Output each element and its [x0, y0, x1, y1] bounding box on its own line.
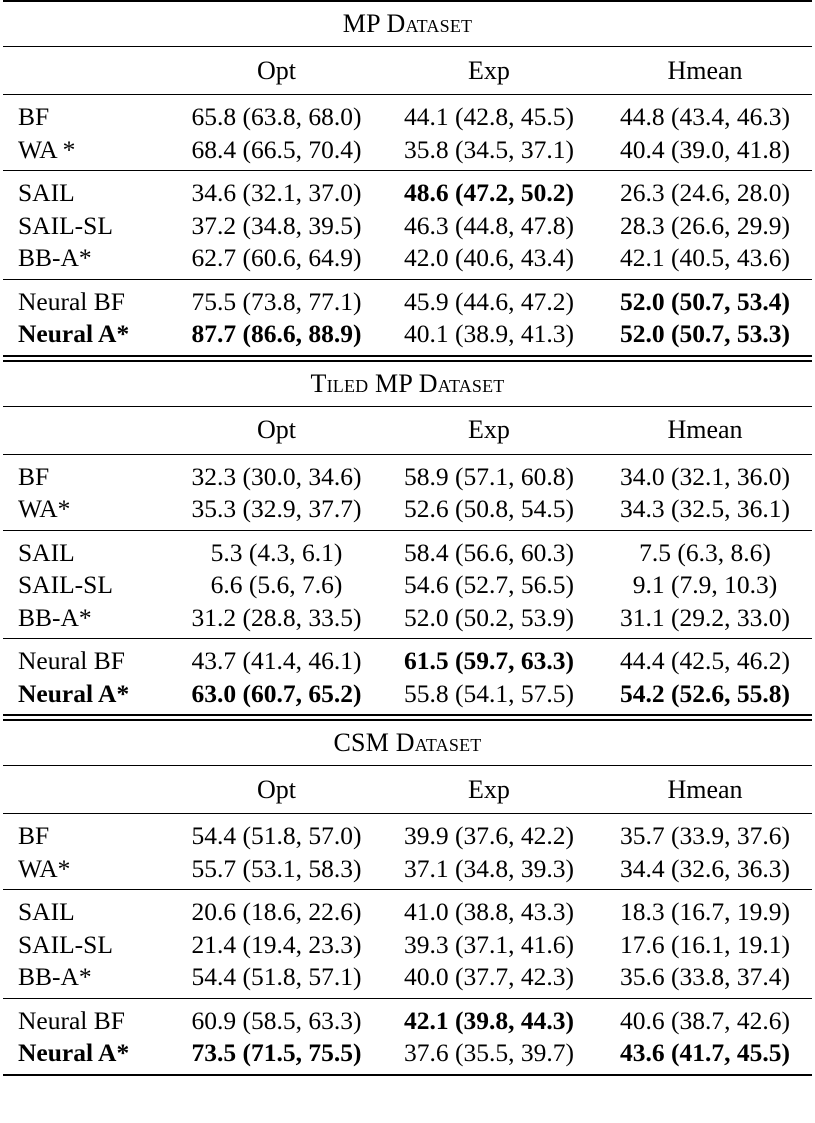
opt-cell: 65.8 (63.8, 68.0) [191, 102, 362, 132]
table-row [0, 961, 815, 994]
table-section [0, 355, 815, 715]
column-header-row [0, 407, 815, 454]
hmean-cell: 52.0 (50.7, 53.3) [620, 319, 790, 349]
hmean-cell: 34.3 (32.5, 36.1) [620, 494, 790, 524]
method-cell: Neural A* [18, 319, 130, 349]
exp-cell: 46.3 (44.8, 47.8) [404, 210, 574, 240]
hmean-cell: 31.1 (29.2, 33.0) [620, 602, 790, 632]
table-row [0, 645, 815, 678]
hmean-cell: 44.8 (43.4, 46.3) [620, 102, 790, 132]
method-cell: SAIL [18, 897, 75, 927]
table-row [0, 493, 815, 526]
opt-cell: 21.4 (19.4, 23.3) [191, 929, 362, 959]
opt-cell: 62.7 (60.6, 64.9) [191, 243, 362, 273]
method-cell: SAIL-SL [18, 210, 113, 240]
column-header: Exp [468, 415, 510, 444]
opt-cell: 75.5 (73.8, 77.1) [191, 286, 362, 316]
hmean-cell: 18.3 (16.7, 19.9) [620, 897, 790, 927]
exp-cell: 45.9 (44.6, 47.2) [404, 286, 574, 316]
method-cell: WA* [18, 853, 71, 883]
exp-cell: 55.8 (54.1, 57.5) [404, 678, 574, 708]
exp-cell: 44.1 (42.8, 45.5) [404, 102, 574, 132]
exp-cell: 54.6 (52.7, 56.5) [404, 570, 574, 600]
column-header: Hmean [667, 415, 743, 444]
opt-cell: 60.9 (58.5, 63.3) [191, 1005, 362, 1035]
table-row [0, 853, 815, 886]
exp-cell: 42.1 (39.8, 44.3) [404, 1005, 574, 1035]
hmean-cell: 40.4 (39.0, 41.8) [620, 134, 790, 164]
column-header: Hmean [667, 55, 743, 85]
exp-cell: 39.9 (37.6, 42.2) [404, 821, 574, 851]
method-cell: SAIL [18, 537, 75, 567]
column-header: Exp [468, 55, 510, 85]
hmean-cell: 26.3 (24.6, 28.0) [620, 178, 790, 208]
table-row [0, 929, 815, 962]
method-cell: WA * [18, 134, 76, 164]
hmean-cell: 43.6 (41.7, 45.5) [620, 1038, 790, 1068]
opt-cell: 73.5 (71.5, 75.5) [191, 1038, 362, 1068]
table-row [0, 286, 815, 319]
column-header-row [0, 766, 815, 813]
exp-cell: 37.1 (34.8, 39.3) [404, 853, 574, 883]
exp-cell: 52.6 (50.8, 54.5) [404, 494, 574, 524]
method-cell: Neural A* [18, 678, 130, 708]
opt-cell: 31.2 (28.8, 33.5) [191, 602, 362, 632]
hmean-cell: 34.0 (32.1, 36.0) [620, 461, 790, 491]
table-row [0, 242, 815, 275]
exp-cell: 58.9 (57.1, 60.8) [404, 461, 574, 491]
exp-cell: 40.0 (37.7, 42.3) [404, 962, 574, 992]
section-title: Tiled MP Dataset [310, 368, 505, 398]
table-row [0, 820, 815, 853]
hmean-cell: 35.7 (33.9, 37.6) [620, 821, 790, 851]
exp-cell: 42.0 (40.6, 43.4) [404, 243, 574, 273]
section-title: MP Dataset [342, 9, 473, 38]
hmean-cell: 17.6 (16.1, 19.1) [620, 929, 790, 959]
row-group [0, 639, 815, 714]
column-header: Exp [468, 774, 510, 804]
exp-cell: 40.1 (38.9, 41.3) [404, 319, 574, 349]
opt-cell: 63.0 (60.7, 65.2) [191, 678, 362, 708]
opt-cell: 87.7 (86.6, 88.9) [191, 319, 362, 349]
exp-cell: 48.6 (47.2, 50.2) [404, 178, 574, 208]
opt-cell: 55.7 (53.1, 58.3) [191, 853, 362, 883]
row-group [0, 455, 815, 530]
table-row [0, 1005, 815, 1038]
opt-cell: 43.7 (41.4, 46.1) [191, 646, 362, 676]
row-group [0, 999, 815, 1074]
hmean-cell: 28.3 (26.6, 29.9) [620, 210, 790, 240]
method-cell: BB-A* [18, 602, 92, 632]
exp-cell: 58.4 (56.6, 60.3) [404, 537, 574, 567]
table-row [0, 569, 815, 602]
opt-cell: 34.6 (32.1, 37.0) [191, 178, 362, 208]
row-group [0, 890, 815, 998]
table-row [0, 210, 815, 243]
table-row [0, 318, 815, 351]
method-cell: Neural BF [18, 286, 125, 316]
hmean-cell: 42.1 (40.5, 43.6) [620, 243, 790, 273]
section-title: CSM Dataset [333, 728, 482, 757]
exp-cell: 52.0 (50.2, 53.9) [404, 602, 574, 632]
opt-cell: 5.3 (4.3, 6.1) [210, 537, 343, 567]
opt-cell: 32.3 (30.0, 34.6) [191, 461, 362, 491]
opt-cell: 6.6 (5.6, 7.6) [210, 570, 343, 600]
row-group [0, 531, 815, 639]
row-group [0, 95, 815, 170]
column-header-row [0, 47, 815, 94]
table-row [0, 602, 815, 635]
hmean-cell: 40.6 (38.7, 42.6) [620, 1005, 790, 1035]
column-header: Opt [257, 415, 296, 444]
bottom-rule [3, 1074, 812, 1076]
method-cell: BF [18, 461, 50, 491]
method-cell: Neural A* [18, 1038, 130, 1068]
method-cell: BF [18, 102, 50, 132]
column-header: Opt [257, 774, 296, 804]
opt-cell: 20.6 (18.6, 22.6) [191, 897, 362, 927]
opt-cell: 37.2 (34.8, 39.5) [191, 210, 362, 240]
table-row [0, 101, 815, 134]
exp-cell: 41.0 (38.8, 43.3) [404, 897, 574, 927]
exp-cell: 61.5 (59.7, 63.3) [404, 646, 574, 676]
table-row [0, 134, 815, 167]
hmean-cell: 7.5 (6.3, 8.6) [639, 537, 771, 567]
method-cell: BB-A* [18, 243, 92, 273]
table-section [0, 0, 815, 355]
table-row [0, 537, 815, 570]
exp-cell: 39.3 (37.1, 41.6) [404, 929, 574, 959]
exp-cell: 35.8 (34.5, 37.1) [404, 134, 574, 164]
opt-cell: 68.4 (66.5, 70.4) [191, 134, 362, 164]
table-row [0, 896, 815, 929]
method-cell: BF [18, 821, 50, 851]
method-cell: WA* [18, 494, 71, 524]
method-cell: SAIL-SL [18, 570, 113, 600]
column-header: Hmean [667, 774, 743, 804]
opt-cell: 35.3 (32.9, 37.7) [191, 494, 362, 524]
opt-cell: 54.4 (51.8, 57.0) [191, 821, 362, 851]
hmean-cell: 35.6 (33.8, 37.4) [620, 962, 790, 992]
row-group [0, 280, 815, 355]
hmean-cell: 9.1 (7.9, 10.3) [632, 570, 778, 600]
table-row [0, 461, 815, 494]
hmean-cell: 52.0 (50.7, 53.4) [620, 286, 790, 316]
row-group [0, 814, 815, 889]
exp-cell: 37.6 (35.5, 39.7) [404, 1038, 574, 1068]
table-section [0, 714, 815, 1076]
table-row [0, 678, 815, 711]
opt-cell: 54.4 (51.8, 57.1) [191, 962, 362, 992]
method-cell: BB-A* [18, 962, 92, 992]
table-row [0, 177, 815, 210]
row-group [0, 171, 815, 279]
method-cell: SAIL [18, 178, 75, 208]
method-cell: SAIL-SL [18, 929, 113, 959]
method-cell: Neural BF [18, 1005, 125, 1035]
column-header: Opt [257, 55, 296, 85]
hmean-cell: 54.2 (52.6, 55.8) [620, 678, 790, 708]
table-row [0, 1037, 815, 1070]
hmean-cell: 34.4 (32.6, 36.3) [620, 853, 790, 883]
method-cell: Neural BF [18, 646, 125, 676]
hmean-cell: 44.4 (42.5, 46.2) [620, 646, 790, 676]
